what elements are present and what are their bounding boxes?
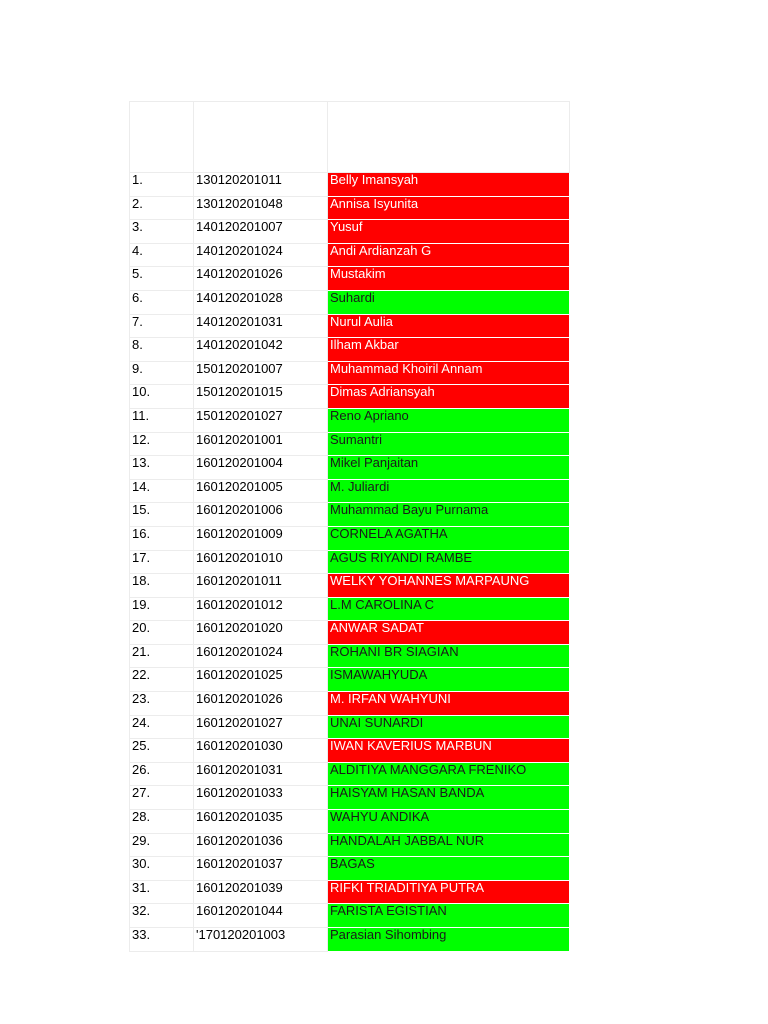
row-number: 28. bbox=[130, 810, 194, 834]
student-id: 160120201020 bbox=[194, 621, 328, 645]
student-name: Ilham Akbar bbox=[328, 338, 570, 362]
row-number: 11. bbox=[130, 408, 194, 432]
student-name: Muhammad Bayu Purnama bbox=[328, 503, 570, 527]
row-number: 2. bbox=[130, 196, 194, 220]
student-id: 160120201044 bbox=[194, 904, 328, 928]
student-id: 140120201024 bbox=[194, 243, 328, 267]
row-number: 1. bbox=[130, 173, 194, 197]
row-number: 13. bbox=[130, 456, 194, 480]
student-id: 160120201039 bbox=[194, 880, 328, 904]
row-number: 4. bbox=[130, 243, 194, 267]
table-row bbox=[130, 361, 570, 385]
student-name: BAGAS bbox=[328, 857, 570, 881]
student-name: Suhardi bbox=[328, 290, 570, 314]
student-table-body bbox=[130, 102, 570, 952]
table-row bbox=[130, 550, 570, 574]
row-number: 8. bbox=[130, 338, 194, 362]
student-name: L.M CAROLINA C bbox=[328, 597, 570, 621]
header-name bbox=[328, 102, 570, 173]
table-row bbox=[130, 456, 570, 480]
table-row bbox=[130, 220, 570, 244]
student-id: 140120201042 bbox=[194, 338, 328, 362]
student-id: 160120201012 bbox=[194, 597, 328, 621]
student-id: 150120201007 bbox=[194, 361, 328, 385]
student-id: 160120201031 bbox=[194, 762, 328, 786]
row-number: 12. bbox=[130, 432, 194, 456]
table-row bbox=[130, 267, 570, 291]
student-id: 160120201035 bbox=[194, 810, 328, 834]
table-row bbox=[130, 243, 570, 267]
table-row bbox=[130, 408, 570, 432]
student-name: Nurul Aulia bbox=[328, 314, 570, 338]
student-name: RIFKI TRIADITIYA PUTRA bbox=[328, 880, 570, 904]
row-number: 22. bbox=[130, 668, 194, 692]
student-name: Belly Imansyah bbox=[328, 173, 570, 197]
student-id: 140120201026 bbox=[194, 267, 328, 291]
student-id: 160120201001 bbox=[194, 432, 328, 456]
row-number: 6. bbox=[130, 290, 194, 314]
table-row bbox=[130, 479, 570, 503]
student-id: 160120201006 bbox=[194, 503, 328, 527]
table-row bbox=[130, 385, 570, 409]
row-number: 18. bbox=[130, 574, 194, 598]
row-number: 3. bbox=[130, 220, 194, 244]
row-number: 10. bbox=[130, 385, 194, 409]
row-number: 5. bbox=[130, 267, 194, 291]
student-name: WELKY YOHANNES MARPAUNG bbox=[328, 574, 570, 598]
row-number: 33. bbox=[130, 928, 194, 952]
student-id: 160120201004 bbox=[194, 456, 328, 480]
student-name: Mustakim bbox=[328, 267, 570, 291]
student-id: 130120201011 bbox=[194, 173, 328, 197]
student-id: 160120201011 bbox=[194, 574, 328, 598]
student-id: 160120201037 bbox=[194, 857, 328, 881]
row-number: 23. bbox=[130, 692, 194, 716]
row-number: 14. bbox=[130, 479, 194, 503]
student-id: 160120201027 bbox=[194, 715, 328, 739]
table-row bbox=[130, 928, 570, 952]
row-number: 21. bbox=[130, 644, 194, 668]
row-number: 16. bbox=[130, 526, 194, 550]
row-number: 31. bbox=[130, 880, 194, 904]
student-name: UNAI SUNARDI bbox=[328, 715, 570, 739]
student-id: 150120201015 bbox=[194, 385, 328, 409]
student-id: 160120201033 bbox=[194, 786, 328, 810]
student-name: AGUS RIYANDI RAMBE bbox=[328, 550, 570, 574]
table-row bbox=[130, 621, 570, 645]
table-row bbox=[130, 904, 570, 928]
row-number: 32. bbox=[130, 904, 194, 928]
student-id: 160120201005 bbox=[194, 479, 328, 503]
student-name: ANWAR SADAT bbox=[328, 621, 570, 645]
student-id: 140120201028 bbox=[194, 290, 328, 314]
row-number: 19. bbox=[130, 597, 194, 621]
row-number: 15. bbox=[130, 503, 194, 527]
student-name: Muhammad Khoiril Annam bbox=[328, 361, 570, 385]
table-row bbox=[130, 786, 570, 810]
table-row bbox=[130, 503, 570, 527]
row-number: 26. bbox=[130, 762, 194, 786]
table-row bbox=[130, 833, 570, 857]
student-id: 160120201010 bbox=[194, 550, 328, 574]
table-row bbox=[130, 715, 570, 739]
table-row bbox=[130, 739, 570, 763]
student-name: ROHANI BR SIAGIAN bbox=[328, 644, 570, 668]
student-name: ISMAWAHYUDA bbox=[328, 668, 570, 692]
row-number: 9. bbox=[130, 361, 194, 385]
student-id: 160120201030 bbox=[194, 739, 328, 763]
student-name: FARISTA EGISTIAN bbox=[328, 904, 570, 928]
student-id: 160120201024 bbox=[194, 644, 328, 668]
row-number: 29. bbox=[130, 833, 194, 857]
student-name: Reno Apriano bbox=[328, 408, 570, 432]
header-nim bbox=[194, 102, 328, 173]
student-id: 130120201048 bbox=[194, 196, 328, 220]
student-id: 160120201036 bbox=[194, 833, 328, 857]
student-id: 160120201009 bbox=[194, 526, 328, 550]
row-number: 30. bbox=[130, 857, 194, 881]
student-name: Annisa Isyunita bbox=[328, 196, 570, 220]
row-number: 24. bbox=[130, 715, 194, 739]
header-row bbox=[130, 102, 570, 173]
table-row bbox=[130, 526, 570, 550]
student-name: Andi Ardianzah G bbox=[328, 243, 570, 267]
student-name: HAISYAM HASAN BANDA bbox=[328, 786, 570, 810]
table-row bbox=[130, 880, 570, 904]
student-name: Mikel Panjaitan bbox=[328, 456, 570, 480]
table-row bbox=[130, 196, 570, 220]
table-row bbox=[130, 668, 570, 692]
student-id: 160120201025 bbox=[194, 668, 328, 692]
table-row bbox=[130, 762, 570, 786]
student-name: HANDALAH JABBAL NUR bbox=[328, 833, 570, 857]
table-row bbox=[130, 692, 570, 716]
student-table bbox=[129, 101, 570, 952]
table-row bbox=[130, 644, 570, 668]
student-name: WAHYU ANDIKA bbox=[328, 810, 570, 834]
student-id: 140120201007 bbox=[194, 220, 328, 244]
student-id: 140120201031 bbox=[194, 314, 328, 338]
student-name: Dimas Adriansyah bbox=[328, 385, 570, 409]
table-row bbox=[130, 338, 570, 362]
table-row bbox=[130, 810, 570, 834]
table-row bbox=[130, 173, 570, 197]
table-row bbox=[130, 314, 570, 338]
row-number: 17. bbox=[130, 550, 194, 574]
student-name: Yusuf bbox=[328, 220, 570, 244]
student-id: 150120201027 bbox=[194, 408, 328, 432]
student-id: '170120201003 bbox=[194, 928, 328, 952]
student-name: Parasian Sihombing bbox=[328, 928, 570, 952]
student-name: IWAN KAVERIUS MARBUN bbox=[328, 739, 570, 763]
student-name: Sumantri bbox=[328, 432, 570, 456]
row-number: 25. bbox=[130, 739, 194, 763]
row-number: 20. bbox=[130, 621, 194, 645]
table-row bbox=[130, 290, 570, 314]
table-row bbox=[130, 432, 570, 456]
table-row bbox=[130, 857, 570, 881]
student-id: 160120201026 bbox=[194, 692, 328, 716]
header-no bbox=[130, 102, 194, 173]
student-name: M. IRFAN WAHYUNI bbox=[328, 692, 570, 716]
row-number: 7. bbox=[130, 314, 194, 338]
student-name: ALDITIYA MANGGARA FRENIKO bbox=[328, 762, 570, 786]
student-name: M. Juliardi bbox=[328, 479, 570, 503]
table-row bbox=[130, 574, 570, 598]
row-number: 27. bbox=[130, 786, 194, 810]
student-name: CORNELA AGATHA bbox=[328, 526, 570, 550]
table-row bbox=[130, 597, 570, 621]
